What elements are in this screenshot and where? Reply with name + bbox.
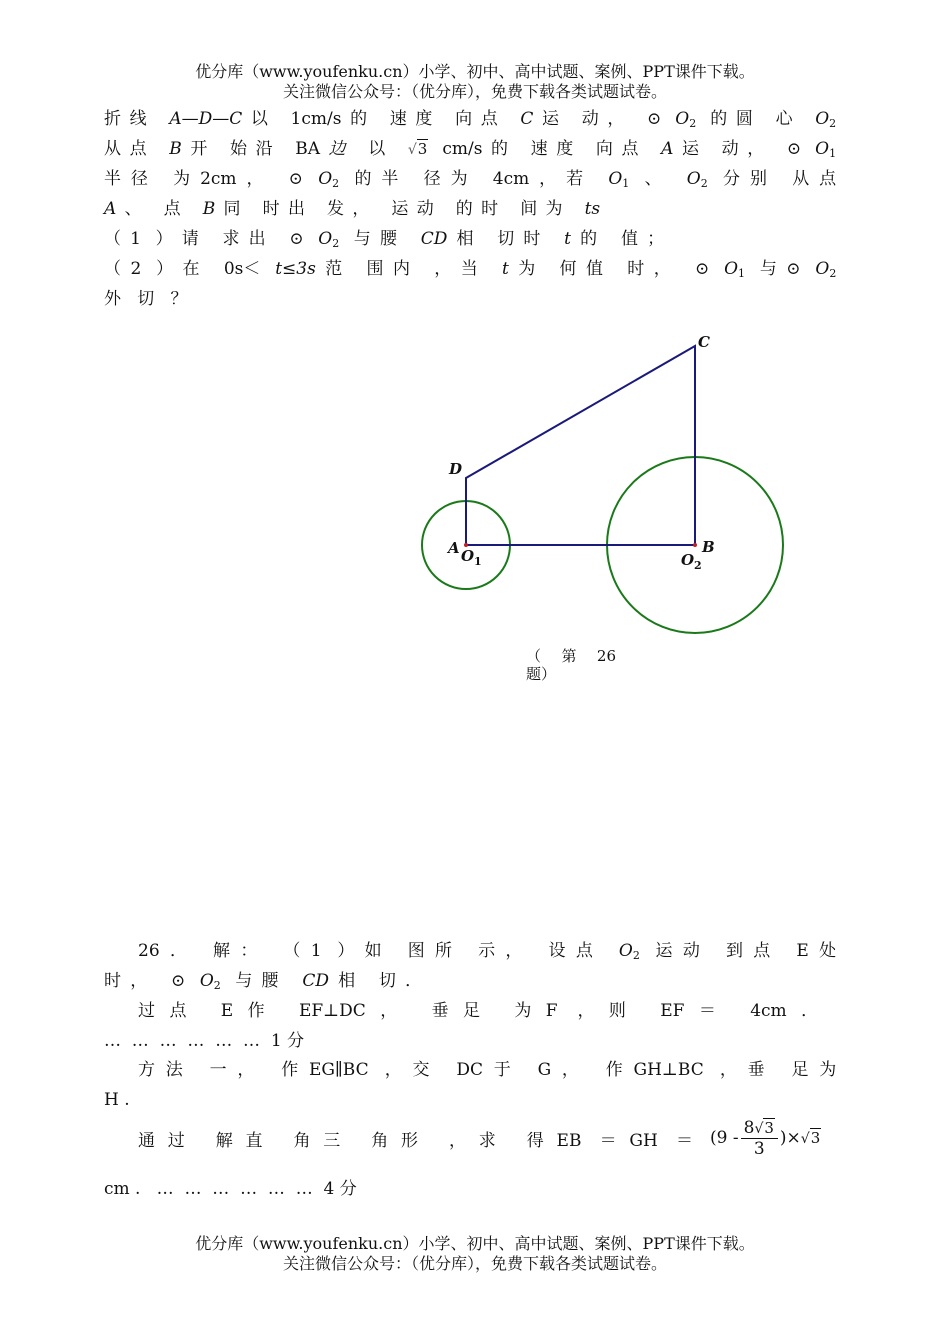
- footer-line-2: 关注微信公众号：（优分库），免费下载各类试题试卷。: [282, 1254, 667, 1273]
- solution-line-8: cm . … … … … … … 4 分: [104, 1179, 357, 1199]
- problem-line-3: 半径 为2cm， ⊙ $O_2$ 的半 径为 4cm，若 $O_1$ 、 $O_2$ 分别 从点: [104, 169, 837, 190]
- fraction-8-root3-over-3: $\frac{8√3}{3}$: [741, 1118, 778, 1159]
- label-d: D: [449, 460, 463, 478]
- problem-line-6: （2 ）在 0s＜ t≤3s范 围内 ，当 t为 何值 时， ⊙ $O_1$ 与⊙ $O_2$: [104, 259, 837, 280]
- solution-line-5: 方法 一， 作EG∥BC ，交 DC于 G， 作GH⊥BC ，垂 足为: [138, 1060, 837, 1080]
- trapezoid-abcd: [466, 346, 695, 545]
- geometry-figure: [400, 322, 800, 642]
- solution-line-6: H .: [104, 1090, 130, 1110]
- solution-line-4: … … … … … … 1 分: [104, 1031, 305, 1051]
- label-o1-sub: 1: [474, 555, 482, 568]
- problem-line-1: 折线 A—D—C以 1cm/s的 速度 向点 C运 动， ⊙ $O_2$ 的圆 心 $O_2$: [104, 109, 837, 130]
- solution-line-1: 26． 解： （1 ）如 图所 示， 设点 $O_2$ 运动 到点 E处: [138, 941, 837, 962]
- sqrt-3: √3: [407, 140, 428, 158]
- footer-line-1: 优分库（www.youfenku.cn）小学、初中、高中试题、案例、PPT课件下载。: [195, 1234, 755, 1253]
- label-o1: O: [461, 547, 475, 565]
- solution-line-2: 时， ⊙ $O_2$ 与腰 CD相 切．: [104, 971, 423, 992]
- page-footer: [0, 1234, 950, 1274]
- label-a: A: [448, 539, 460, 557]
- page-header: [0, 62, 950, 102]
- problem-line-4: A、 点 B同 时出 发， 运动 的时 间为 ts: [104, 199, 601, 219]
- problem-line-7: 外 切 ？: [104, 289, 188, 309]
- label-o2: O: [681, 551, 695, 569]
- solution-line-7: 通过 解直 角三 角形 ，求 得EB ＝GH ＝: [138, 1131, 693, 1151]
- header-line-2: 关注微信公众号：（优分库），免费下载各类试题试卷。: [282, 82, 667, 101]
- header-line-1: 优分库（www.youfenku.cn）小学、初中、高中试题、案例、PPT课件下载。: [195, 62, 755, 81]
- label-c: C: [698, 333, 710, 351]
- problem-line-5: （1 ）请 求出 ⊙ $O_2$ 与腰 CD相 切时 t的 值；: [104, 229, 665, 250]
- label-b: B: [702, 538, 715, 556]
- solution-line-3: 过点 E作 EF⊥DC， 垂足 为F ，则 EF＝ 4cm．: [138, 1001, 819, 1021]
- eb-expression: (9 - $\frac{8√3}{3}$ )×√3: [710, 1118, 821, 1159]
- problem-line-2: 从点 B开 始沿 BA边 以 √3 cm/s的 速度 向点 A运 动， ⊙ $O_1$: [104, 136, 836, 163]
- label-o2-sub: 2: [694, 559, 702, 572]
- point-o2: [693, 543, 697, 547]
- figure-caption: （第26 题）: [526, 647, 616, 683]
